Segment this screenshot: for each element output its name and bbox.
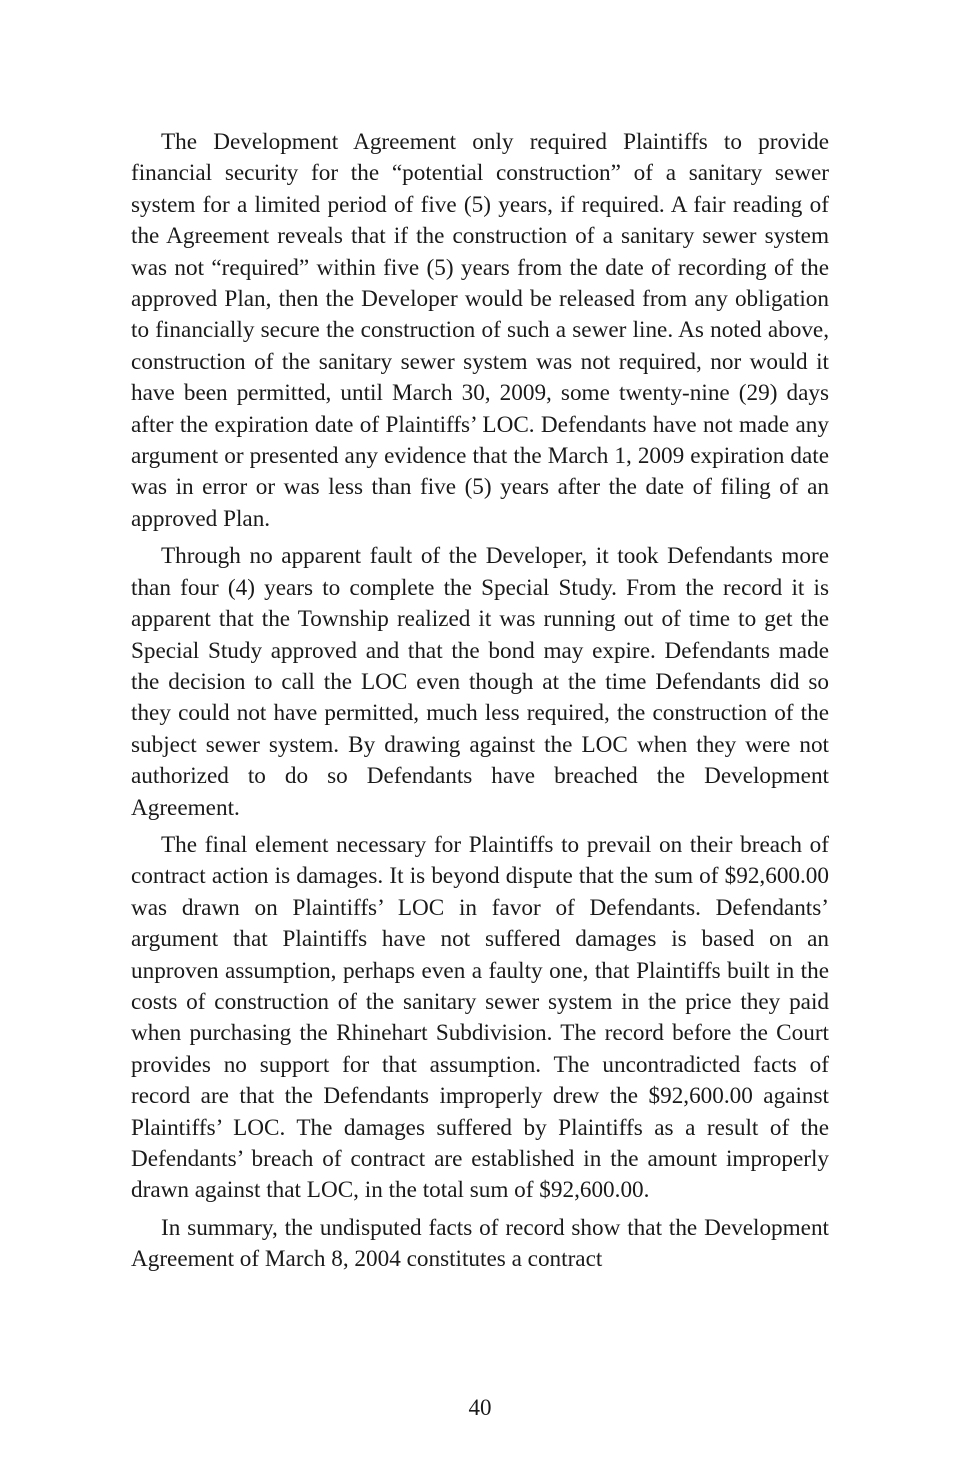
page-number: 40 xyxy=(468,1395,492,1420)
paragraph-summary: In summary, the undisputed facts of record show that the Development Agreement of March 8, 2004 constitutes a contract xyxy=(131,1214,829,1273)
page-body xyxy=(131,127,829,1282)
paragraph-security-period: The Development Agreement only required Plaintiffs to provide financial security for the “potential construction” of a sanitary sewer system for a limited period of five (5) years, if required. A fair reading of the Agreement reveals that if the construction of a sanitary sewer system was not “required” within five (5) years from the date of recording of the approved Plan, then the Developer would be released from any obligation to financially secure the construction of such a sewer line. As noted above, construction of the sanitary sewer system was not required, nor would it have been permitted, until March 30, 2009, some twenty-nine (29) days after the expiration date of Plaintiffs’ LOC. Defendants have not made any argument or presented any evidence that the March 1, 2009 expiration date was in error or was less than five (5) years after the date of filing of an approved Plan. xyxy=(131,129,829,532)
paragraph-damages: The final element necessary for Plaintiffs to prevail on their breach of contract action is damages. It is beyond dispute that the sum of $92,600.00 was drawn on Plaintiffs’ LOC in favor of Defendants. Defendants’ argument that Plaintiffs have not suffered damages is based on an unproven assumption, perhaps even a faulty one, that Plaintiffs built in the costs of construction of the sanitary sewer system in the price they paid when purchasing the Rhinehart Subdivision. The record before the Court provides no support for that assumption. The uncontradicted facts of record are that the Defendants improperly drew the $92,600.00 against Plaintiffs’ LOC. The damages suffered by Plaintiffs as a result of the Defendants’ breach of contract are established in the amount improperly drawn against that LOC, in the total sum of $92,600.00. xyxy=(131,831,829,1204)
paragraph-special-study: Through no apparent fault of the Developer, it took Defendants more than four (4) years to complete the Special Study. From the record it is apparent that the Township realized it was running out of time to get the Special Study approved and that the bond may expire. Defendants made the decision to call the LOC even though at the time Defendants did so they could not have permitted, much less required, the construction of the subject sewer system. By drawing against the LOC when they were not authorized to do so Defendants have breached the Development Agreement. xyxy=(131,543,829,821)
